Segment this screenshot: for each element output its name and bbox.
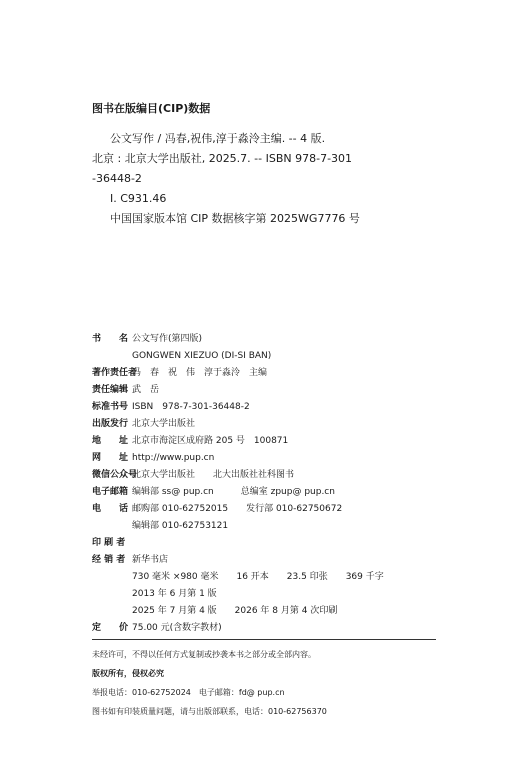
row-distributor (92, 552, 452, 569)
cip-line-1: 公文写作 / 冯春,祝伟,淳于淼泠主编. -- 4 版. (110, 132, 326, 145)
value-phone: 邮购部 010-62752015 发行部 010-62750672 (132, 504, 343, 514)
row-email (92, 484, 452, 501)
footer-report: 举报电话：010-62752024 电子邮箱：fd@ pup.cn (92, 688, 285, 697)
row-authors (92, 365, 452, 382)
row-format (92, 569, 452, 586)
footer-quality: 图书如有印装质量问题，请与出版部联系，电话：010-62756370 (92, 707, 327, 716)
cip-heading: 图书在版编目(CIP)数据 (92, 102, 211, 115)
value-publisher: 北京大学出版社 (132, 419, 196, 429)
label-editor: 责任编辑 (92, 385, 129, 395)
cip-line-3: -36448-2 (92, 172, 142, 185)
label-email: 电子邮箱 (92, 487, 129, 497)
label-authors: 著作责任者 (92, 368, 138, 378)
footer-block (92, 645, 452, 721)
label-wechat: 微信公众号 (92, 470, 138, 480)
cip-line-4: Ⅰ. C931.46 (110, 192, 167, 205)
divider-line (92, 639, 436, 640)
value-address: 北京市海淀区成府路 205 号 100871 (132, 436, 289, 446)
value-printer (130, 535, 132, 552)
row-address (92, 433, 452, 450)
value-distributor: 新华书店 (132, 555, 169, 565)
label-website: 网 址 (92, 453, 129, 463)
label-phone: 电 话 (92, 504, 129, 514)
label-printer: 印 刷 者 (92, 538, 126, 548)
footer-notice: 未经许可，不得以任何方式复制或抄袭本书之部分或全部内容。 (92, 650, 316, 659)
row-isbn (92, 399, 452, 416)
value-website: http://www.pup.cn (132, 453, 215, 463)
row-phone (92, 501, 452, 518)
value-title: 公文写作(第四版) (132, 334, 203, 344)
row-website (92, 450, 452, 467)
footer-rights: 版权所有，侵权必究 (92, 669, 164, 678)
label-price: 定 价 (92, 623, 129, 633)
value-wechat: 北京大学出版社 北大出版社社科图书 (132, 470, 295, 480)
cip-line-5: 中国国家版本馆 CIP 数据核字第 2025WG7776 号 (110, 212, 360, 225)
row-editor (92, 382, 452, 399)
value-title-pinyin: GONGWEN XIEZUO (DI-SI BAN) (132, 351, 272, 361)
label-isbn: 标准书号 (92, 402, 129, 412)
row-printer (92, 535, 452, 552)
value-authors: 冯 春 祝 伟 淳于淼泠 主编 (132, 368, 268, 378)
row-publisher (92, 416, 452, 433)
value-phone-2: 编辑部 010-62753121 (132, 521, 229, 531)
row-title-pinyin (92, 348, 452, 365)
row-title (92, 331, 452, 348)
label-distributor: 经 销 者 (92, 555, 126, 565)
value-edition-1: 2013 年 6 月第 1 版 (132, 589, 217, 599)
cip-block (92, 99, 452, 229)
row-phone-2 (92, 518, 452, 535)
value-email: 编辑部 ss@ pup.cn 总编室 zpup@ pup.cn (132, 487, 335, 497)
row-wechat (92, 467, 452, 484)
label-address: 地 址 (92, 436, 129, 446)
value-price: 75.00 元(含数字教材) (132, 623, 222, 633)
copyright-block (92, 331, 452, 637)
label-publisher: 出版发行 (92, 419, 129, 429)
row-price (92, 620, 452, 637)
row-edition-1 (92, 586, 452, 603)
label-title: 书 名 (92, 334, 129, 344)
value-editor: 武 岳 (132, 385, 160, 395)
cip-line-2: 北京 : 北京大学出版社, 2025.7. -- ISBN 978-7-301 (92, 152, 353, 165)
value-isbn: ISBN 978-7-301-36448-2 (132, 402, 250, 412)
value-edition-4: 2025 年 7 月第 4 版 2026 年 8 月第 4 次印刷 (132, 606, 338, 616)
value-format: 730 毫米 ×980 毫米 16 开本 23.5 印张 369 千字 (132, 572, 384, 582)
row-edition-4 (92, 603, 452, 620)
